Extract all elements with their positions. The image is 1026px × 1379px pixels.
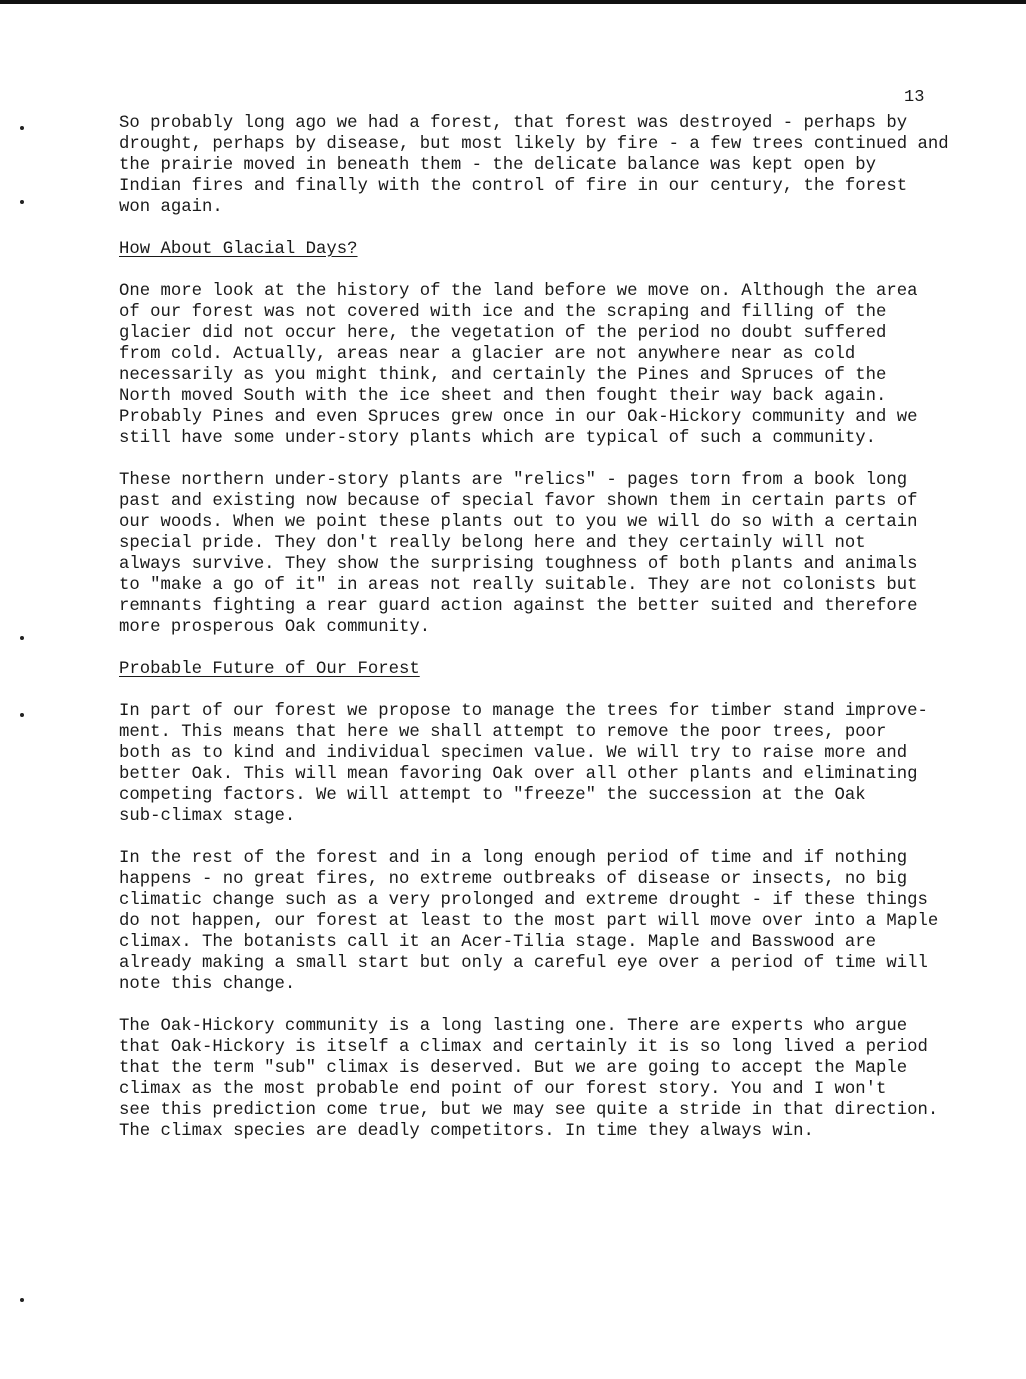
paragraph-spacer (119, 827, 979, 848)
text-line: In the rest of the forest and in a long enough period of time and if nothing (119, 849, 908, 868)
text-line: see this prediction come true, but we may see quite a stride in that direction. (119, 1101, 939, 1120)
text-line: of our forest was not covered with ice and the scraping and filling of the (119, 303, 887, 322)
text-line: do not happen, our forest at least to the most part will move over into a Maple (119, 912, 939, 931)
document-body (119, 113, 979, 1142)
page-number: 13 (904, 88, 925, 107)
text-line: climax. The botanists call it an Acer-Tilia stage. Maple and Basswood are (119, 933, 877, 952)
text-line: Indian fires and finally with the control of fire in our century, the forest (119, 177, 908, 196)
paragraph (119, 701, 979, 827)
paragraph-spacer (119, 218, 979, 239)
paragraph (119, 848, 979, 995)
text-line: already making a small start but only a careful eye over a period of time will (119, 954, 928, 973)
punch-mark (20, 713, 24, 717)
text-line: past and existing now because of special favor shown them in certain parts of (119, 492, 918, 511)
text-line: from cold. Actually, areas near a glacier are not anywhere near as cold (119, 345, 856, 364)
text-line: to "make a go of it" in areas not really suitable. They are not colonists but (119, 576, 918, 595)
punch-mark (20, 1298, 24, 1302)
text-line: One more look at the history of the land before we move on. Although the area (119, 282, 918, 301)
text-line: won again. (119, 198, 223, 217)
text-line: that Oak-Hickory is itself a climax and certainly it is so long lived a period (119, 1038, 928, 1057)
punch-mark (20, 126, 24, 130)
text-line: happens - no great fires, no extreme outbreaks of disease or insects, no big (119, 870, 908, 889)
punch-mark (20, 200, 24, 204)
punch-mark (20, 636, 24, 640)
text-line: North moved South with the ice sheet and then fought their way back again. (119, 387, 887, 406)
paragraph (119, 1016, 979, 1142)
text-line: always survive. They show the surprising toughness of both plants and animals (119, 555, 918, 574)
text-line: In part of our forest we propose to manage the trees for timber stand improve- (119, 702, 928, 721)
paragraph-spacer (119, 995, 979, 1016)
text-line: our woods. When we point these plants out to you we will do so with a certain (119, 513, 918, 532)
paragraph-spacer (119, 260, 979, 281)
text-line: The climax species are deadly competitors. In time they always win. (119, 1122, 814, 1141)
paragraph-spacer (119, 680, 979, 701)
section-heading-line (119, 239, 979, 260)
text-line: more prosperous Oak community. (119, 618, 431, 637)
text-line: So probably long ago we had a forest, that forest was destroyed - perhaps by (119, 114, 908, 133)
paragraph (119, 470, 979, 638)
text-line: still have some under-story plants which are typical of such a community. (119, 429, 877, 448)
text-line: glacier did not occur here, the vegetation of the period no doubt suffered (119, 324, 887, 343)
paragraph-spacer (119, 449, 979, 470)
text-line: drought, perhaps by disease, but most likely by fire - a few trees continued and (119, 135, 949, 154)
section-heading-line (119, 659, 979, 680)
paragraph (119, 281, 979, 449)
text-line: both as to kind and individual specimen value. We will try to raise more and (119, 744, 908, 763)
text-line: special pride. They don't really belong here and they certainly will not (119, 534, 866, 553)
text-line: that the term "sub" climax is deserved. But we are going to accept the Maple (119, 1059, 908, 1078)
text-line: ment. This means that here we shall attempt to remove the poor trees, poor (119, 723, 887, 742)
section-heading: How About Glacial Days? (119, 240, 358, 259)
text-line: These northern under-story plants are "relics" - pages torn from a book long (119, 471, 908, 490)
text-line: The Oak-Hickory community is a long lasting one. There are experts who argue (119, 1017, 908, 1036)
paragraph-spacer (119, 638, 979, 659)
scan-top-edge (0, 0, 1026, 4)
section-heading: Probable Future of Our Forest (119, 660, 420, 679)
text-line: better Oak. This will mean favoring Oak over all other plants and eliminating (119, 765, 918, 784)
text-line: necessarily as you might think, and certainly the Pines and Spruces of the (119, 366, 887, 385)
text-line: sub-climax stage. (119, 807, 296, 826)
text-line: note this change. (119, 975, 296, 994)
text-line: competing factors. We will attempt to "freeze" the succession at the Oak (119, 786, 866, 805)
text-line: climatic change such as a very prolonged and extreme drought - if these things (119, 891, 928, 910)
paragraph (119, 113, 979, 218)
text-line: the prairie moved in beneath them - the delicate balance was kept open by (119, 156, 877, 175)
text-line: remnants fighting a rear guard action against the better suited and therefore (119, 597, 918, 616)
text-line: climax as the most probable end point of our forest story. You and I won't (119, 1080, 887, 1099)
text-line: Probably Pines and even Spruces grew once in our Oak-Hickory community and we (119, 408, 918, 427)
